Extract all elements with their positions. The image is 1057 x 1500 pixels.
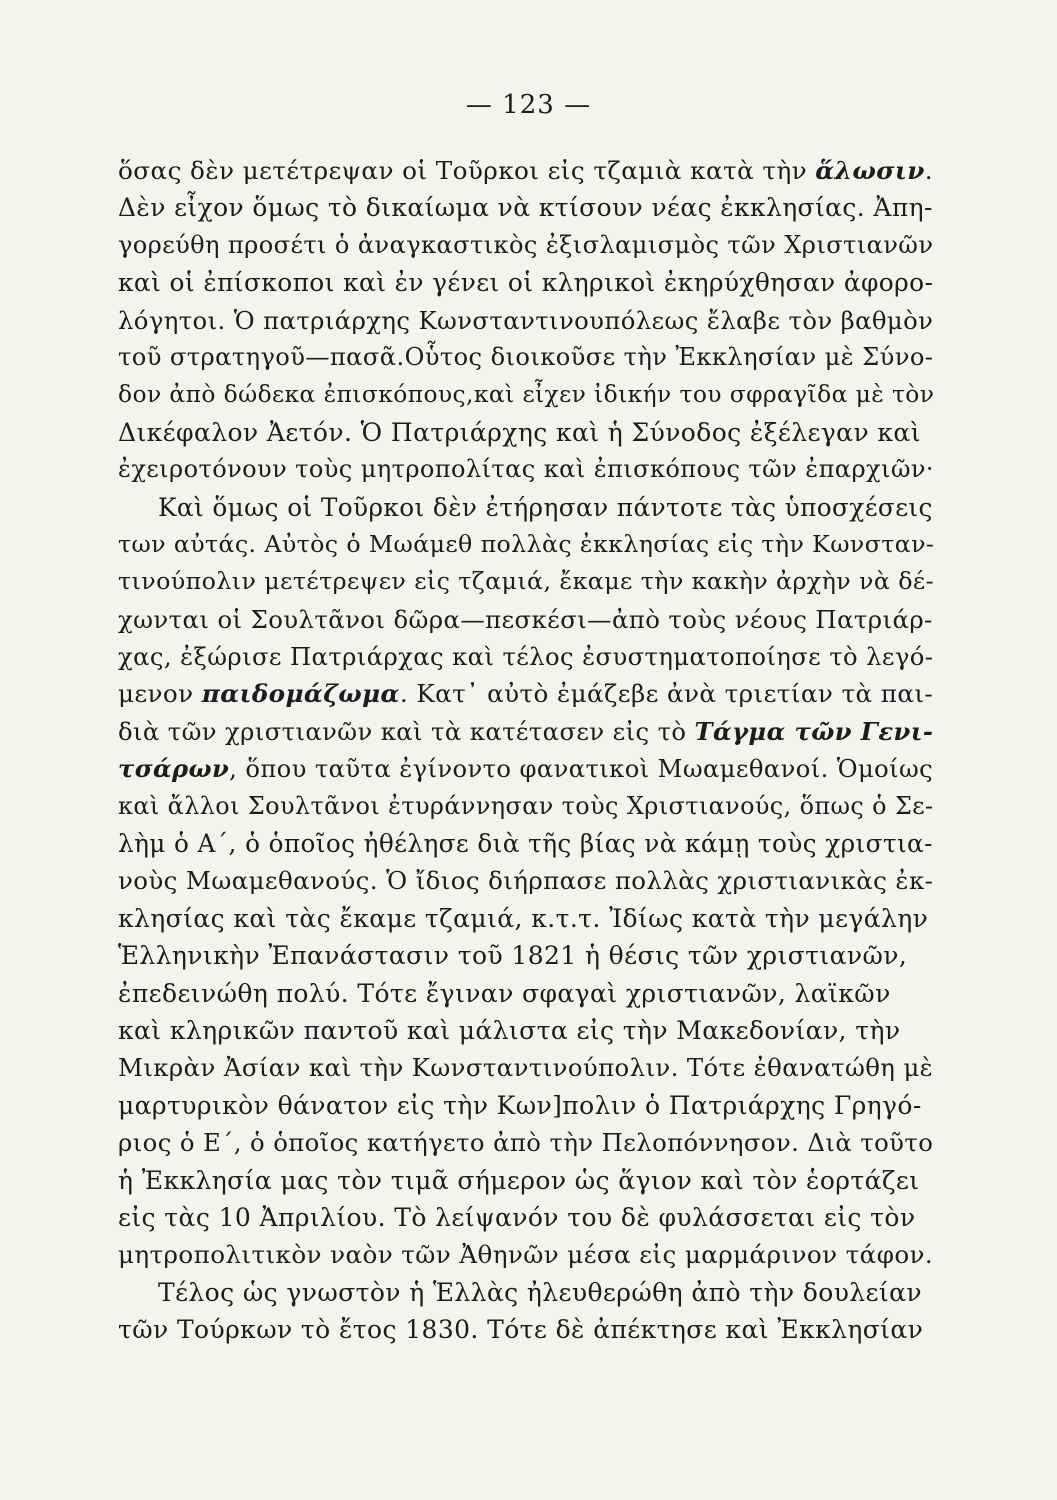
line-text: χωνται οἱ Σουλτᾶνοι δῶρα—πεσκέσι—ἀπὸ τοὺς νέους Πατριάρ- <box>118 604 933 634</box>
text-line <box>118 1199 933 1236</box>
emphasized-term: παιδομάζωμα <box>201 679 400 709</box>
text-line <box>118 825 933 862</box>
line-text: ἡ Ἐκκλησία μας τὸν τιμᾶ σήμερον ὡς ἅγιον καὶ τὸν ἑορτάζει <box>118 1165 920 1195</box>
line-text: Τέλος ὡς γνωστὸν ἡ Ἑλλὰς ἠλευθερώθη ἀπὸ τὴν δουλείαν <box>158 1277 922 1307</box>
line-text: μητροπολιτικὸν ναὸν τῶν Ἀθηνῶν μέσα εἰς μαρμάρινον τάφον. <box>118 1240 934 1270</box>
text-line <box>118 152 933 189</box>
line-text: εἰς τὰς 10 Ἀπριλίου. Τὸ λείψανόν του δὲ φυλάσσεται εἰς τὸν <box>118 1202 916 1232</box>
line-text: των αὐτάς. Αὐτὸς ὁ Μωάμεθ πολλὰς ἐκκλησίας εἰς τὴν Κωνσταν- <box>118 529 935 558</box>
line-text: γορεύθη προσέτι ὁ ἀναγκαστικὸς ἐξισλαμισμὸς τῶν Χριστιανῶν <box>118 230 934 259</box>
text-line <box>118 227 933 264</box>
line-text: . <box>924 156 934 185</box>
line-text: Ἑλληνικὴν Ἐπανάστασιν τοῦ 1821 ἡ θέσις τῶν χριστιανῶν, <box>118 941 908 971</box>
line-text: ὅσας δὲν μετέτρεψαν οἱ Τοῦρκοι εἰς τζαμιὰ κατὰ τὴν <box>118 156 816 185</box>
text-line <box>118 264 933 301</box>
text-line <box>118 1087 933 1124</box>
text-line <box>118 1012 933 1049</box>
text-line <box>118 862 933 899</box>
emphasized-term: ἅλωσιν <box>815 156 925 185</box>
line-text: Δὲν εἶχον ὅμως τὸ δικαίωμα νὰ κτίσουν νέας ἐκκλησίας. Ἀπη- <box>118 193 933 223</box>
line-text: Μικρὰν Ἀσίαν καὶ τὴν Κωνσταντινούπολιν. Τότε ἐθανατώθη μὲ <box>118 1053 934 1083</box>
line-text: Δικέφαλον Ἀετόν. Ὁ Πατριάρχης καὶ ἡ Σύνοδος ἐξέλεγαν καὶ <box>118 417 921 447</box>
text-line <box>118 1049 933 1086</box>
text-line <box>118 526 933 563</box>
emphasized-term: τσάρων <box>118 754 230 784</box>
text-line <box>118 1236 933 1273</box>
line-text: χας, ἐξώρισε Πατριάρχας καὶ τέλος ἐσυστηματοποίησε τὸ λεγό- <box>118 642 934 672</box>
text-line <box>118 339 933 376</box>
line-text: ριος ὁ Ε΄, ὁ ὁποῖος κατήγετο ἀπὸ τὴν Πελοπόννησον. Διὰ τοῦτο <box>118 1128 934 1158</box>
text-line <box>118 601 933 638</box>
text-line <box>118 451 933 488</box>
line-text: τοῦ στρατηγοῦ—πασᾶ.Οὗτος διοικοῦσε τὴν Ἐκκλησίαν μὲ Σύνο- <box>118 342 934 371</box>
text-line <box>118 638 933 675</box>
line-text: ἐχειροτόνουν τοὺς μητροπολίτας καὶ ἐπισκόπους τῶν ἐπαρχιῶν· <box>118 455 934 484</box>
line-text: τινούπολιν μετέτρεψεν εἰς τζαμιά, ἔκαμε τὴν κακὴν ἀρχὴν νὰ δέ- <box>118 567 935 596</box>
text-line <box>118 489 933 526</box>
line-text: κλησίας καὶ τὰς ἔκαμε τζαμιά, κ.τ.τ. Ἰδίως κατὰ τὴν μεγάλην <box>118 903 929 933</box>
line-text: μαρτυρικὸν θάνατον εἰς τὴν Κων]πολιν ὁ Πατριάρχης Γρηγό- <box>118 1090 922 1120</box>
body-text <box>118 152 933 1349</box>
line-text: Καὶ ὅμως οἱ Τοῦρκοι δὲν ἐτήρησαν πάντοτε τὰς ὑποσχέσεις <box>158 492 933 522</box>
emphasized-term: Τάγμα τῶν Γενι- <box>694 716 934 746</box>
text-line <box>118 376 933 413</box>
text-line <box>118 675 933 712</box>
line-text: λὴμ ὁ Α΄, ὁ ὁποῖος ἠθέλησε διὰ τῆς βίας νὰ κάμῃ τοὺς χριστια- <box>118 829 933 859</box>
text-line <box>118 1124 933 1161</box>
text-line <box>118 563 933 600</box>
text-line <box>118 937 933 974</box>
line-text: , ὅπου ταῦτα ἐγίνοντο φανατικοὶ Μωαμεθανοί. Ὁμοίως <box>229 755 934 784</box>
text-line <box>118 713 933 750</box>
line-text: νοὺς Μωαμεθανούς. Ὁ ἴδιος διήρπασε πολλὰς χριστιανικὰς ἐκ- <box>118 866 934 896</box>
text-line <box>118 302 933 339</box>
page-number: — 123 — <box>465 90 592 120</box>
text-line <box>118 414 933 451</box>
text-line <box>118 788 933 825</box>
text-line <box>118 189 933 226</box>
line-text: μενον <box>118 679 202 709</box>
text-line <box>118 1311 933 1348</box>
text-line <box>118 750 933 787</box>
line-text: λόγητοι. Ὁ πατριάρχης Κωνσταντινουπόλεως ἔλαβε τὸν βαθμὸν <box>118 305 934 335</box>
text-line <box>118 1162 933 1199</box>
line-text: . Κατ᾽ αὐτὸ ἐμάζεβε ἀνὰ τριετίαν τὰ παι- <box>399 679 934 709</box>
text-line <box>118 900 933 937</box>
line-text: καὶ κληρικῶν παντοῦ καὶ μάλιστα εἰς τὴν Μακεδονίαν, τὴν <box>118 1015 901 1045</box>
line-text: καὶ ἄλλοι Σουλτᾶνοι ἐτυράννησαν τοὺς Χριστιανούς, ὅπως ὁ Σε- <box>118 791 934 820</box>
line-text: ἐπεδεινώθη πολύ. Τότε ἔγιναν σφαγαὶ χριστιανῶν, λαϊκῶν <box>118 978 891 1008</box>
line-text: δον ἀπὸ δώδεκα ἐπισκόπους,καὶ εἶχεν ἰδικήν του σφραγῖδα μὲ τὸν <box>118 380 935 409</box>
line-text: καὶ οἱ ἐπίσκοποι καὶ ἐν γένει οἱ κληρικοὶ ἐκηρύχθησαν ἀφορο- <box>118 268 934 298</box>
line-text: διὰ τῶν χριστιανῶν καὶ τὰ κατέτασεν εἰς τὸ <box>118 716 695 746</box>
text-line <box>118 1274 933 1311</box>
text-line <box>118 975 933 1012</box>
line-text: τῶν Τούρκων τὸ ἔτος 1830. Τότε δὲ ἀπέκτησε καὶ Ἐκκλησίαν <box>118 1315 924 1345</box>
